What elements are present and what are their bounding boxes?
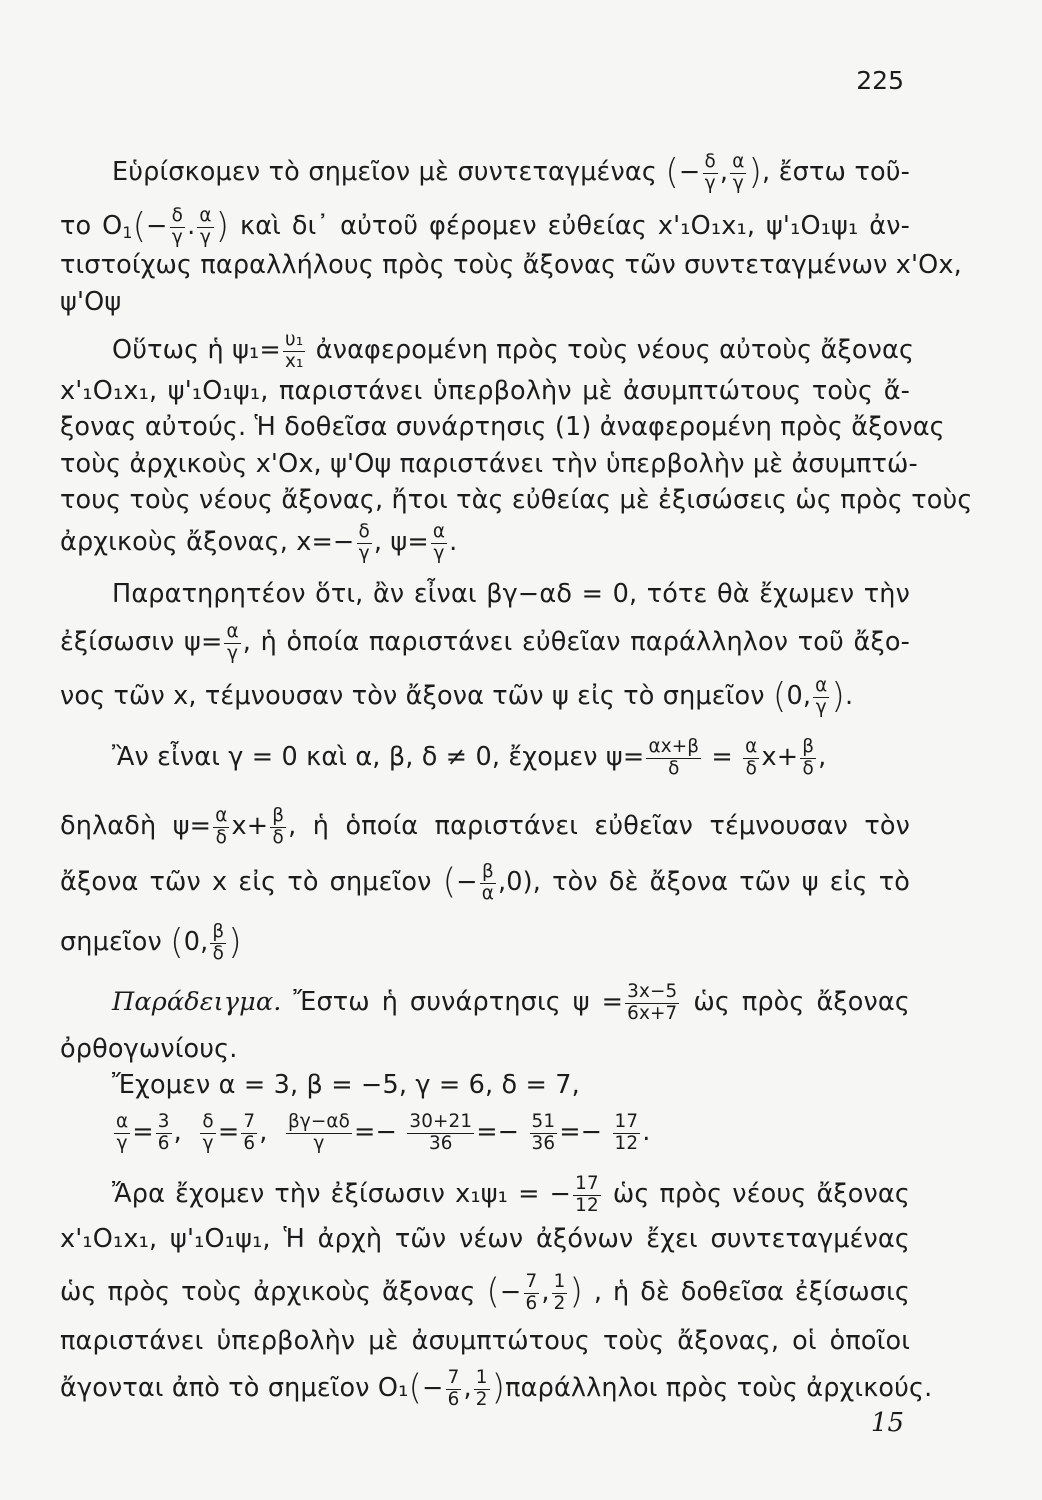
- text-line: ξονας αὐτούς. Ἡ δοθεῖσα συνάρτησις (1) ἀναφερομένη πρὸς ἄξονας: [60, 412, 945, 442]
- text-line: το $O_1(-$ $\frac{\delta}{\gamma}$ . $\frac{\alpha}{\gamma}$ ) καὶ δι᾽ αὐτοῦ φέρομεν εὐθείας x'₁O₁x₁, ψ'₁O₁ψ₁ ἀν-: [60, 205, 910, 248]
- text-line: τιστοίχως παραλλήλους πρὸς τοὺς ἄξονας τῶν συντεταγμένων x'Ox,: [60, 250, 962, 280]
- text-line: Ἄρα ἔχομεν τὴν ἐξίσωσιν x₁ψ₁ = − $\frac{17}{12}$ ὡς πρὸς νέους ἄξονας: [112, 1173, 910, 1216]
- text-line: Ἂν εἶναι γ = 0 καὶ α, β, δ ≠ 0, ἔχομεν ψ= $\frac{\alpha x+\beta}{\delta}$ = $\frac{\alpha}{\delta}$ x+ $\frac{\beta}{\delta}$ ,: [112, 736, 827, 779]
- text-line: σημεῖον (0, $\frac{\beta}{\delta}$ ): [60, 921, 242, 964]
- text-line: x'₁O₁x₁, ψ'₁O₁ψ₁, Ἡ ἀρχὴ τῶν νέων ἀξόνων ἔχει συντεταγμένας: [60, 1224, 910, 1254]
- text-line: ψ'Oψ: [60, 287, 122, 317]
- text-line: ἄγονται ἀπὸ τὸ σημεῖον O₁(− $\frac{7}{6}$ , $\frac{1}{2}$ )παράλληλοι πρὸς τοὺς ἀρχικούς.: [60, 1367, 933, 1410]
- text-line: δηλαδὴ ψ= $\frac{\alpha}{\delta}$ x+ $\frac{\beta}{\delta}$ , ἡ ὁποία παριστάνει εὐθεῖαν τέμνουσαν τὸν: [60, 805, 910, 848]
- signature-number: 15: [870, 1408, 904, 1438]
- text-line: Παρατηρητέον ὅτι, ἂν εἶναι βγ−αδ = 0, τότε θὰ ἔχωμεν τὴν: [112, 579, 910, 609]
- page-number: 225: [856, 66, 904, 95]
- text-line: τοὺς ἀρχικοὺς x'Ox, ψ'Oψ παριστάνει τὴν ὑπερβολὴν μὲ ἀσυμπτώ-: [60, 449, 918, 479]
- text-line: ὀρθογωνίους.: [60, 1034, 238, 1064]
- text-line: νος τῶν x, τέμνουσαν τὸν ἄξονα τῶν ψ εἰς τὸ σημεῖον (0, $\frac{\alpha}{\gamma}$ ).: [60, 675, 854, 718]
- text-line: x'₁O₁x₁, ψ'₁O₁ψ₁, παριστάνει ὑπερβολὴν μὲ ἀσυμπτώτους τοὺς ἄ-: [60, 376, 910, 406]
- text-line: Οὕτως ἡ ψ₁= $\frac{\text{υ₁}}{\text{x₁}}$ ἀναφερομένη πρὸς τοὺς νέους αὐτοὺς ἄξονας: [112, 329, 915, 372]
- text-line: $\frac{\alpha}{\gamma}$ = $\frac{3}{6}$ , $\frac{\delta}{\gamma}$ = $\frac{7}{6}$ , $\frac{\beta\gamma-\alpha\delta}{\gamma}$ =− $\frac{30+21}{36}$ =− $\frac{51}{36}$ =− $\frac{17}{12}$ .: [116, 1111, 651, 1154]
- text-line: Ἔχομεν α = 3, β = −5, γ = 6, δ = 7,: [112, 1070, 580, 1100]
- text-line: Παράδειγμα. Ἔστω ἡ συνάρτησις ψ = $\frac{3x-5}{6x+7}$ ὡς πρὸς ἄξονας: [112, 981, 911, 1024]
- text-line: παριστάνει ὑπερβολὴν μὲ ἀσυμπτώτους τοὺς ἄξονας, οἱ ὁποῖοι: [60, 1326, 910, 1356]
- text-line: ὡς πρὸς τοὺς ἀρχικοὺς ἄξονας (− $\frac{7}{6}$ , $\frac{1}{2}$ ) , ἡ δὲ δοθεῖσα ἐξίσωσις: [60, 1271, 910, 1314]
- text-line: τους τοὺς νέους ἄξονας, ἤτοι τὰς εὐθείας μὲ ἐξισώσεις ὡς πρὸς τοὺς: [60, 485, 973, 515]
- text-line: Εὑρίσκομεν τὸ σημεῖον μὲ συντεταγμένας (− $\frac{\delta}{\gamma}$ , $\frac{\alpha}{\gamma}$ ), ἔστω τοῦ-: [112, 151, 910, 194]
- text-line: ἀρχικοὺς ἄξονας, x=− $\frac{\delta}{\gamma}$ , ψ= $\frac{\alpha}{\gamma}$ .: [60, 521, 458, 564]
- text-line: ἄξονα τῶν x εἰς τὸ σημεῖον (− $\frac{\beta}{\alpha}$ ,0), τὸν δὲ ἄξονα τῶν ψ εἰς τὸ: [60, 861, 910, 904]
- text-line: ἐξίσωσιν ψ= $\frac{\alpha}{\gamma}$ , ἡ ὁποία παριστάνει εὐθεῖαν παράλληλον τοῦ ἄξο-: [60, 621, 910, 664]
